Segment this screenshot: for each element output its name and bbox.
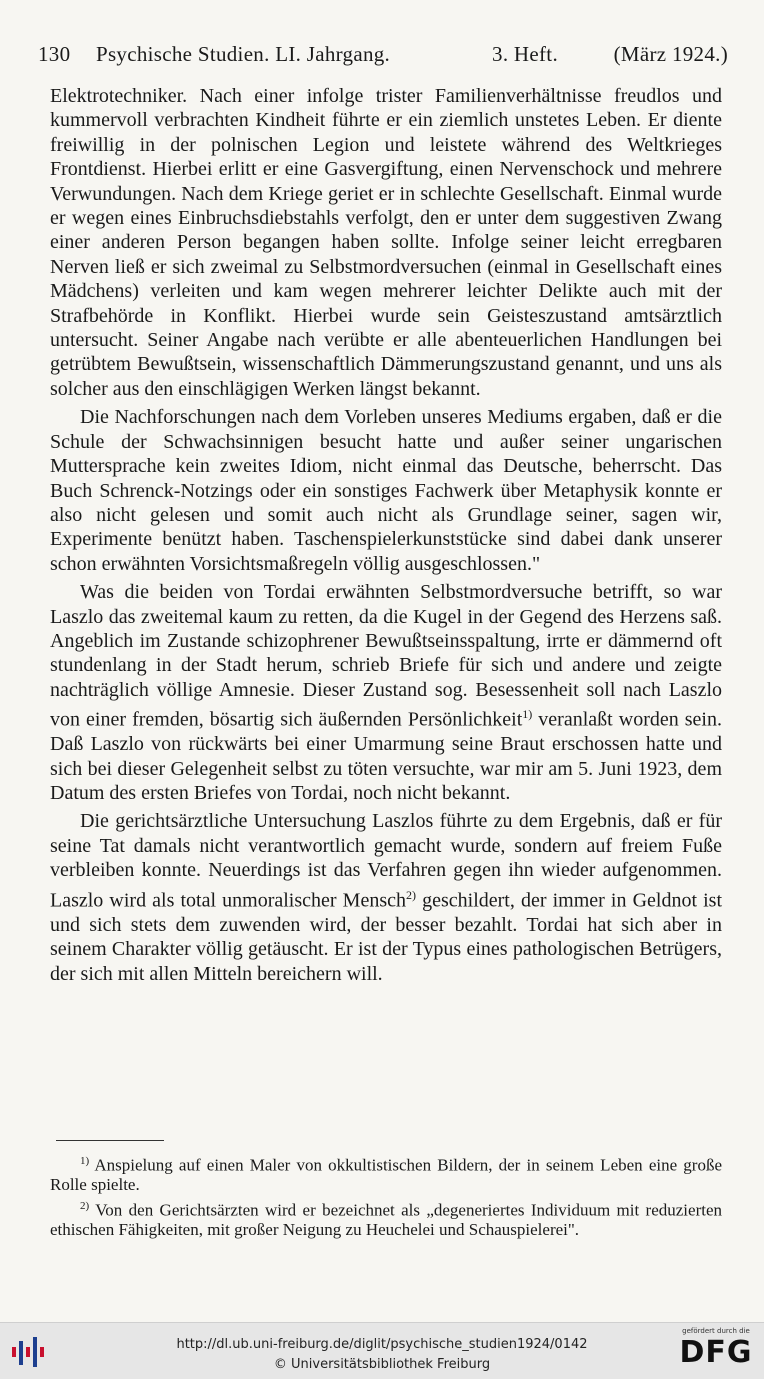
library-footer [0,1322,764,1379]
running-header [38,42,728,67]
paragraph-1: Elektrotechniker. Nach einer infolge trister Familienverhältnisse freudlos und kummervoll verbrachten Kindheit führte er ein ziemlich unstetes Leben. Er diente freiwillig in der polnischen Legion und leistete während des Weltkrieges Frontdienst. Hierbei erlitt er eine Gasvergiftung, einen Nervenschock und mehrere Verwundungen. Nach dem Kriege geriet er in schlechte Gesellschaft. Einmal wurde er wegen eines Einbruchsdiebstahls verfolgt, den er unter dem suggestiven Zwang einer anderen Person begangen haben sollte. Infolge seiner leicht erregbaren Nerven ließ er sich zweimal zu Selbstmordversuchen (einmal in Gesellschaft eines Mädchens) verleiten und kam wegen mehrerer leichter Delikte auch mit der Strafbehörde in Konflikt. Hierbei wurde sein Geisteszustand amtsärztlich untersucht. Seiner Angabe nach verübte er alle abenteuerlichen Handlungen bei getrübtem Bewußtsein, wissenschaftlich Dämmerungszustand genannt, und uns als solcher aus den einschlägigen Werken längst bekannt. [50,85,722,400]
dfg-caption: gefördert durch die [682,1327,750,1335]
issue-label: 3. Heft. [492,42,558,66]
paragraph-3 [50,580,722,805]
paragraph-4-text-a: Die gerichtsärztliche Untersuchung Laszlos führte zu dem Ergebnis, daß er für seine Tat damals nicht verantwortlich gemacht wurde, sondern auf freiem Fuße verbleiben konnte. Neuerdings ist das Verfahren gegen ihn wieder aufgenommen. Laszlo wird als total unmoralischer Mensch [50,810,722,912]
footnotes [50,1152,722,1241]
paragraph-4 [50,809,722,986]
paragraph-2: Die Nachforschungen nach dem Vorleben unseres Mediums ergaben, daß er die Schule der Schwachsinnigen besucht hatte und außer seiner ungarischen Muttersprache kein zweites Idiom, nicht einmal das Deutsche, beherrscht. Das Buch Schrenck-Notzings oder ein sonstiges Fachwerk über Metaphysik konnte er also nicht gelesen und somit auch nicht als Grundlage seiner, sagen wir, Experimente benützt haben. Taschenspielerkunststücke sind dabei dank unserer schon erwähnten Vorsichtsmaßregeln völlig ausgeschlossen." [50,406,722,575]
body-text [50,84,722,986]
footnote-2 [50,1197,722,1240]
journal-title: Psychische Studien. LI. Jahrgang. [95,42,391,66]
footnote-ref-1[interactable]: 1) [522,707,533,722]
footnote-2-text: Von den Gerichtsärzten wird er bezeichnet als „degeneriertes Individuum mit reduzierten ethischen Fähigkeiten, mit großer Neigung zu Heuchelei und Schauspielerei". [50,1200,722,1239]
footnote-2-mark: 2) [80,1199,90,1212]
footnote-1-mark: 1) [80,1155,90,1167]
footnote-divider [56,1140,164,1141]
dfg-wordmark: DFG [679,1335,753,1370]
paragraph-4-text-b: geschildert, der immer in Geldnot ist und sich stets dem zuwenden wird, der besser bezahlt. Tordai hat sich aber in seinem Charakter völlig getäuscht. Er ist der Typus eines pathologischen Betrügers, der sich mit allen Mitteln bereichern will. [50,889,723,985]
footnote-ref-2[interactable]: 2) [406,887,416,902]
footnote-1 [50,1152,722,1195]
dfg-logo[interactable] [676,1327,756,1375]
footnote-1-text: Anspielung auf einen Maler von okkultistischen Bildern, der in seinem Leben eine große Rolle spielte. [50,1155,722,1195]
paragraph-3-text-b: veranlaßt worden sein. Daß Laszlo von rückwärts bei einer Umarmung seine Braut erschossen hatte und sich bei dieser Gelegenheit selbst zu töten versuchte, war mir am 5. Juni 1923, dem Datum des ersten Briefes von Tordai, noch nicht bekannt. [50,708,722,805]
issue-date: (März 1924.) [613,42,728,66]
source-url-link[interactable]: http://dl.ub.uni-freiburg.de/diglit/psychische_studien1924/0142 [176,1337,588,1352]
paragraph-3-text-a: Was die beiden von Tordai erwähnten Selbstmordversuche betrifft, so war Laszlo das zweitemal kaum zu retten, da die Kugel in der Gegend des Herzens saß. Angeblich im Zustande schizophrener Bewußtseinsspaltung, irrte er dämmernd oft stundenlang in der Stadt herum, schrieb Briefe für sich und andere und zeigte nachträglich völlige Amnesie. Dieser Zustand sog. Besessenheit soll nach Laszlo von einer fremden, bösartig sich äußernden Persönlichkeit [50,581,722,731]
page-number: 130 [38,42,71,66]
copyright-notice: © Universitätsbibliothek Freiburg [273,1357,491,1372]
